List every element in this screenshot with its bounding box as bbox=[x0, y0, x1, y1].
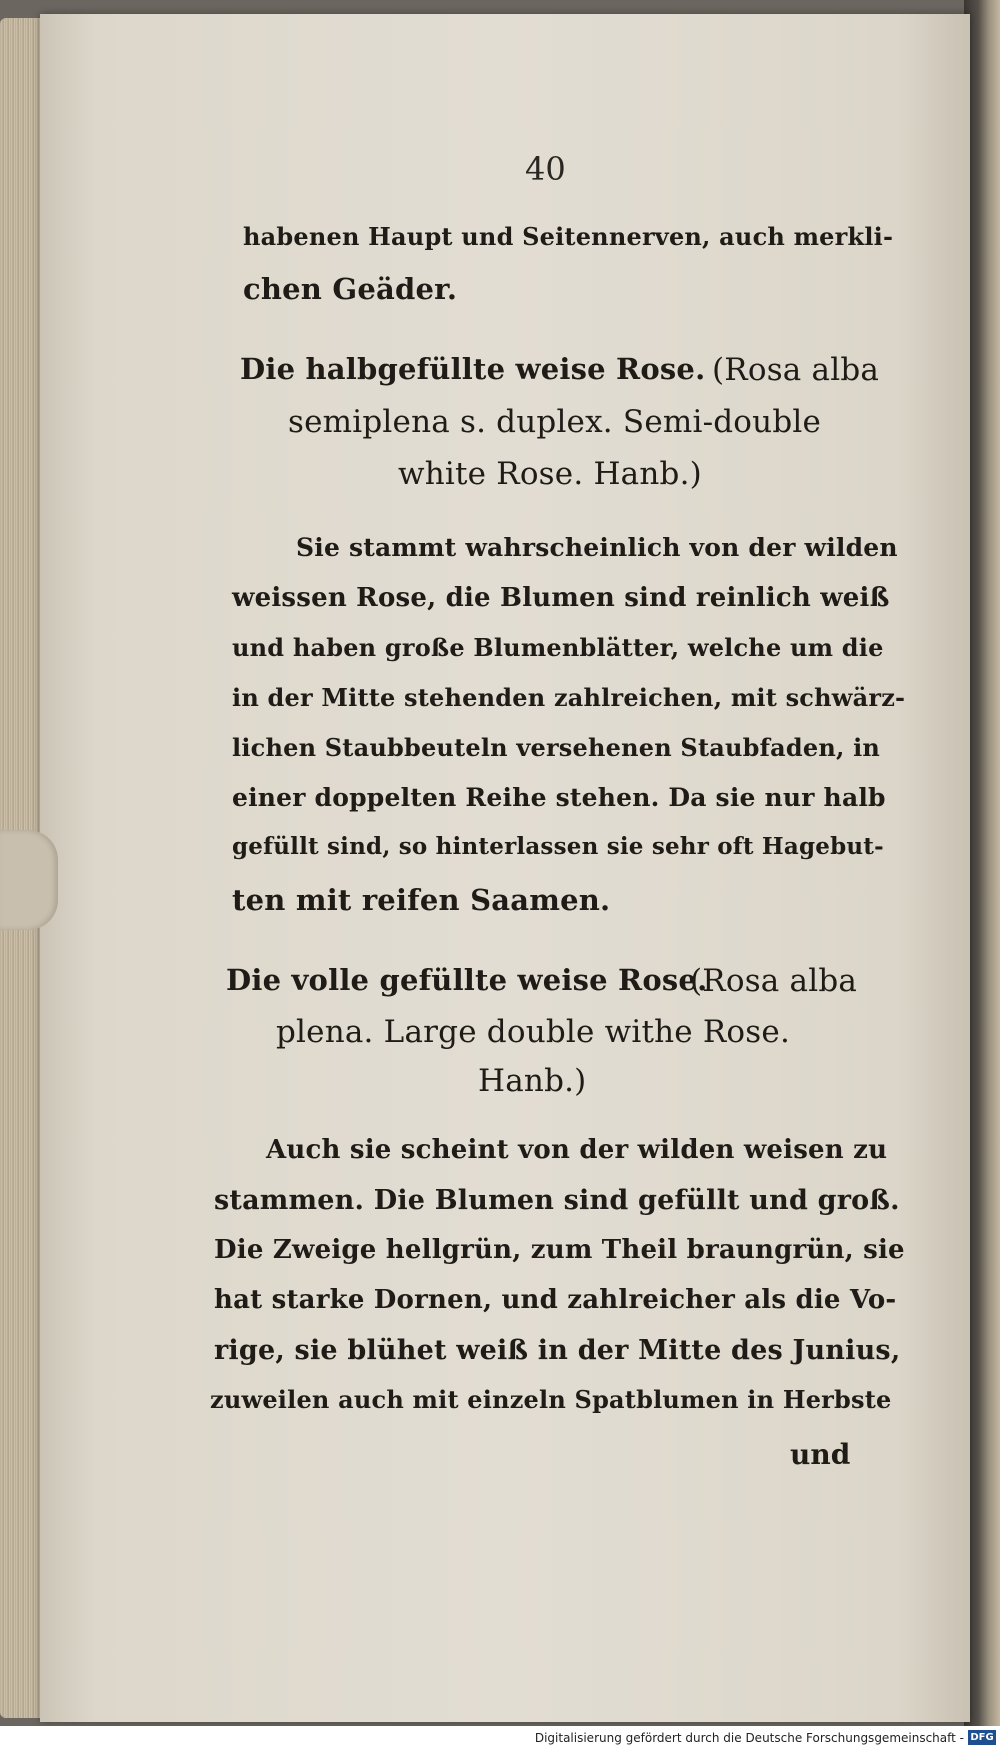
text-line: gefüllt sind, so hinterlassen sie sehr oft Hagebut- bbox=[232, 833, 884, 860]
text-line: zuweilen auch mit einzeln Spatblumen in Herbste bbox=[210, 1385, 892, 1414]
section-heading: Die halbgefüllte weise Rose. bbox=[240, 352, 706, 386]
text-line: Sie stammt wahrscheinlich von der wilden bbox=[296, 533, 898, 562]
text-line: ten mit reifen Saamen. bbox=[232, 883, 611, 917]
section-heading-latin: white Rose. Hanb.) bbox=[398, 456, 702, 492]
section-heading-latin: (Rosa alba bbox=[690, 963, 858, 999]
footer-credit: Digitalisierung gefördert durch die Deutsche Forschungsgemeinschaft - bbox=[534, 1731, 964, 1745]
text-line: einer doppelten Reihe stehen. Da sie nur halb bbox=[232, 783, 886, 812]
text-line: rige, sie blühet weiß in der Mitte des Junius, bbox=[214, 1335, 901, 1366]
text-line: in der Mitte stehenden zahlreichen, mit schwärz- bbox=[232, 683, 906, 712]
text-line: hat starke Dornen, und zahlreicher als die Vo- bbox=[214, 1285, 897, 1315]
text-line: habenen Haupt und Seitennerven, auch merkli- bbox=[243, 222, 894, 251]
section-heading-latin: plena. Large double withe Rose. bbox=[276, 1014, 791, 1050]
text-line: Auch sie scheint von der wilden weisen zu bbox=[266, 1135, 888, 1165]
text-line: weissen Rose, die Blumen sind reinlich weiß bbox=[232, 583, 890, 613]
catchword: und bbox=[790, 1438, 851, 1471]
text-line: chen Geäder. bbox=[243, 272, 458, 306]
digitization-footer bbox=[0, 1726, 1000, 1748]
section-heading-latin: semiplena s. duplex. Semi-double bbox=[288, 404, 822, 440]
page-clip bbox=[0, 830, 58, 930]
page-number: 40 bbox=[525, 150, 566, 188]
text-line: stammen. Die Blumen sind gefüllt und groß. bbox=[214, 1185, 900, 1216]
section-heading-latin: (Rosa alba bbox=[712, 352, 880, 388]
dfg-logo-icon: DFG bbox=[968, 1730, 996, 1745]
section-heading-latin: Hanb.) bbox=[478, 1063, 587, 1099]
text-line: Die Zweige hellgrün, zum Theil braungrün, sie bbox=[214, 1235, 905, 1265]
section-heading: Die volle gefüllte weise Rose. bbox=[226, 963, 708, 997]
text-line: lichen Staubbeuteln versehenen Staubfaden, in bbox=[232, 733, 881, 762]
text-line: und haben große Blumenblätter, welche um die bbox=[232, 633, 884, 662]
